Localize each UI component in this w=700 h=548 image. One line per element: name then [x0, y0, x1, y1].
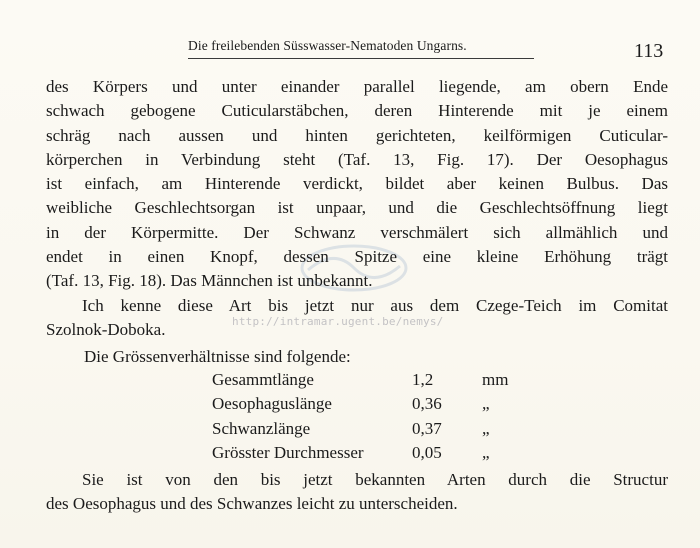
measurement-label: Grösster Durchmesser [212, 442, 364, 462]
text-line: weibliche Geschlechtsorgan ist unpaar, und die Geschlechtsöffnung liegt [46, 198, 668, 218]
measurements-table [212, 370, 522, 467]
measurement-value: 0,36 [412, 394, 442, 414]
page-number: 113 [634, 40, 664, 62]
measurements-intro: Die Grössenverhältnisse sind folgende: [84, 347, 351, 366]
measurement-unit: „ [482, 442, 490, 462]
measurement-label: Schwanzlänge [212, 418, 311, 438]
text-line: in der Körpermitte. Der Schwanz verschmälert sich allmählich und [46, 222, 668, 242]
measurement-row [212, 443, 522, 467]
text-line: ist einfach, am Hinterende verdickt, bildet aber keinen Bulbus. Das [46, 174, 668, 194]
text-line: (Taf. 13, Fig. 18). Das Männchen ist unbekannt. [46, 271, 373, 291]
measurement-unit: „ [482, 418, 490, 438]
header-rule [188, 58, 534, 59]
measurement-unit: „ [482, 394, 490, 414]
text-line: Sie ist von den bis jetzt bekannten Arten durch die Structur [82, 470, 668, 489]
measurement-row [212, 370, 522, 394]
text-line: schwach gebogene Cuticularstäbchen, deren Hinterende mit je einem [46, 101, 668, 121]
text-line: schräg nach aussen und hinten gerichteten, keilförmigen Cuticular- [46, 125, 668, 145]
text-line: Ich kenne diese Art bis jetzt nur aus dem Czege-Teich im Comitat [82, 295, 668, 315]
measurement-value: 0,05 [412, 442, 442, 462]
text-line: des Oesophagus und des Schwanzes leicht zu unterscheiden. [46, 494, 458, 514]
paragraph-description [46, 75, 668, 342]
measurement-value: 0,37 [412, 418, 442, 438]
paragraph-conclusion [46, 468, 668, 517]
text-line: endet in einen Knopf, dessen Spitze eine kleine Erhöhung trägt [46, 247, 668, 267]
measurement-value: 1,2 [412, 370, 434, 389]
measurement-unit: mm [482, 370, 509, 389]
measurement-row [212, 419, 522, 443]
text-line: des Körpers und unter einander parallel liegende, am obern Ende [46, 77, 668, 96]
text-line: körperchen in Verbindung steht (Taf. 13, Fig. 17). Der Oesophagus [46, 149, 668, 169]
measurement-row [212, 394, 522, 418]
running-title: Die freilebenden Süsswasser-Nematoden Ungarns. [188, 38, 467, 53]
text-line: Szolnok-Doboka. [46, 319, 166, 339]
measurement-label: Gesammtlänge [212, 370, 314, 389]
measurement-label: Oesophaguslänge [212, 394, 332, 414]
watermark-url: http://intramar.ugent.be/nemys/ [232, 315, 444, 328]
